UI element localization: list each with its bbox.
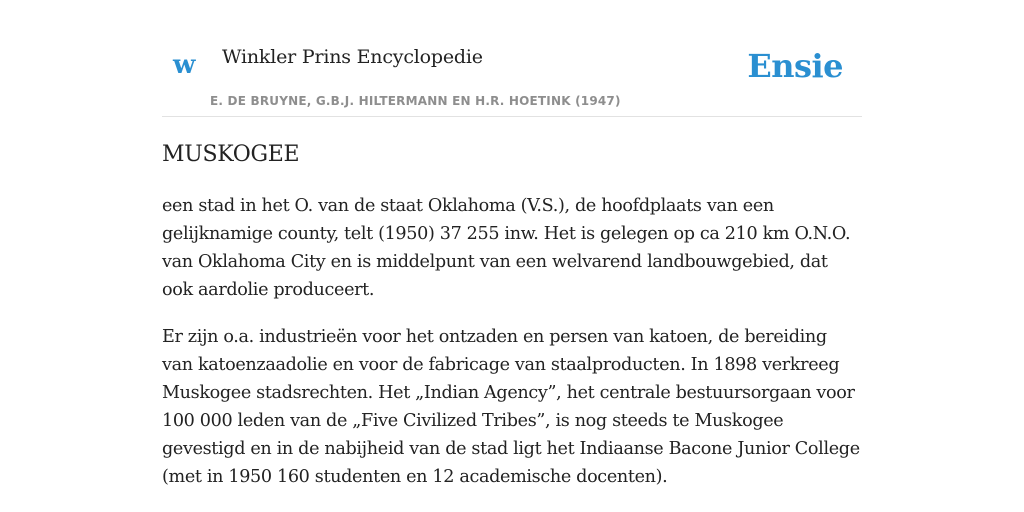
entry-paragraph: een stad in het O. van de staat Oklahoma (V.S.), de hoofdplaats van een gelijknamige county, telt (1950) 37 255 inw. Het is gelegen op ca 210 km O.N.O. van Oklahoma City en is middelpunt van een welvarend landbouwgebied, dat ook aardolie produceert.	[162, 196, 851, 300]
entry-title: MUSKOGEE	[162, 142, 300, 167]
publication-authors: E. DE BRUYNE, G.B.J. HILTERMANN EN H.R. HOETINK (1947)	[210, 94, 621, 108]
entry-body	[162, 192, 862, 510]
publication-logo[interactable]: w	[173, 50, 196, 80]
header	[162, 0, 862, 117]
brand-logo[interactable]: Ensie	[747, 47, 843, 85]
entry-paragraph: Er zijn o.a. industrieën voor het ontzaden en persen van katoen, de bereiding van katoenzaadolie en voor de fabricage van staalproducten. In 1898 verkreeg Muskogee stadsrechten. Het „Indian Agency”, het centrale bestuursorgaan voor 100 000 leden van de „Five Civilized Tribes”, is nog steeds te Muskogee gevestigd en in de nabijheid van de stad ligt het Indiaanse Bacone Junior College (met in 1950 160 studenten en 12 academische docenten).	[162, 327, 860, 487]
publication-title[interactable]: Winkler Prins Encyclopedie	[222, 46, 483, 68]
page-container	[162, 0, 862, 487]
